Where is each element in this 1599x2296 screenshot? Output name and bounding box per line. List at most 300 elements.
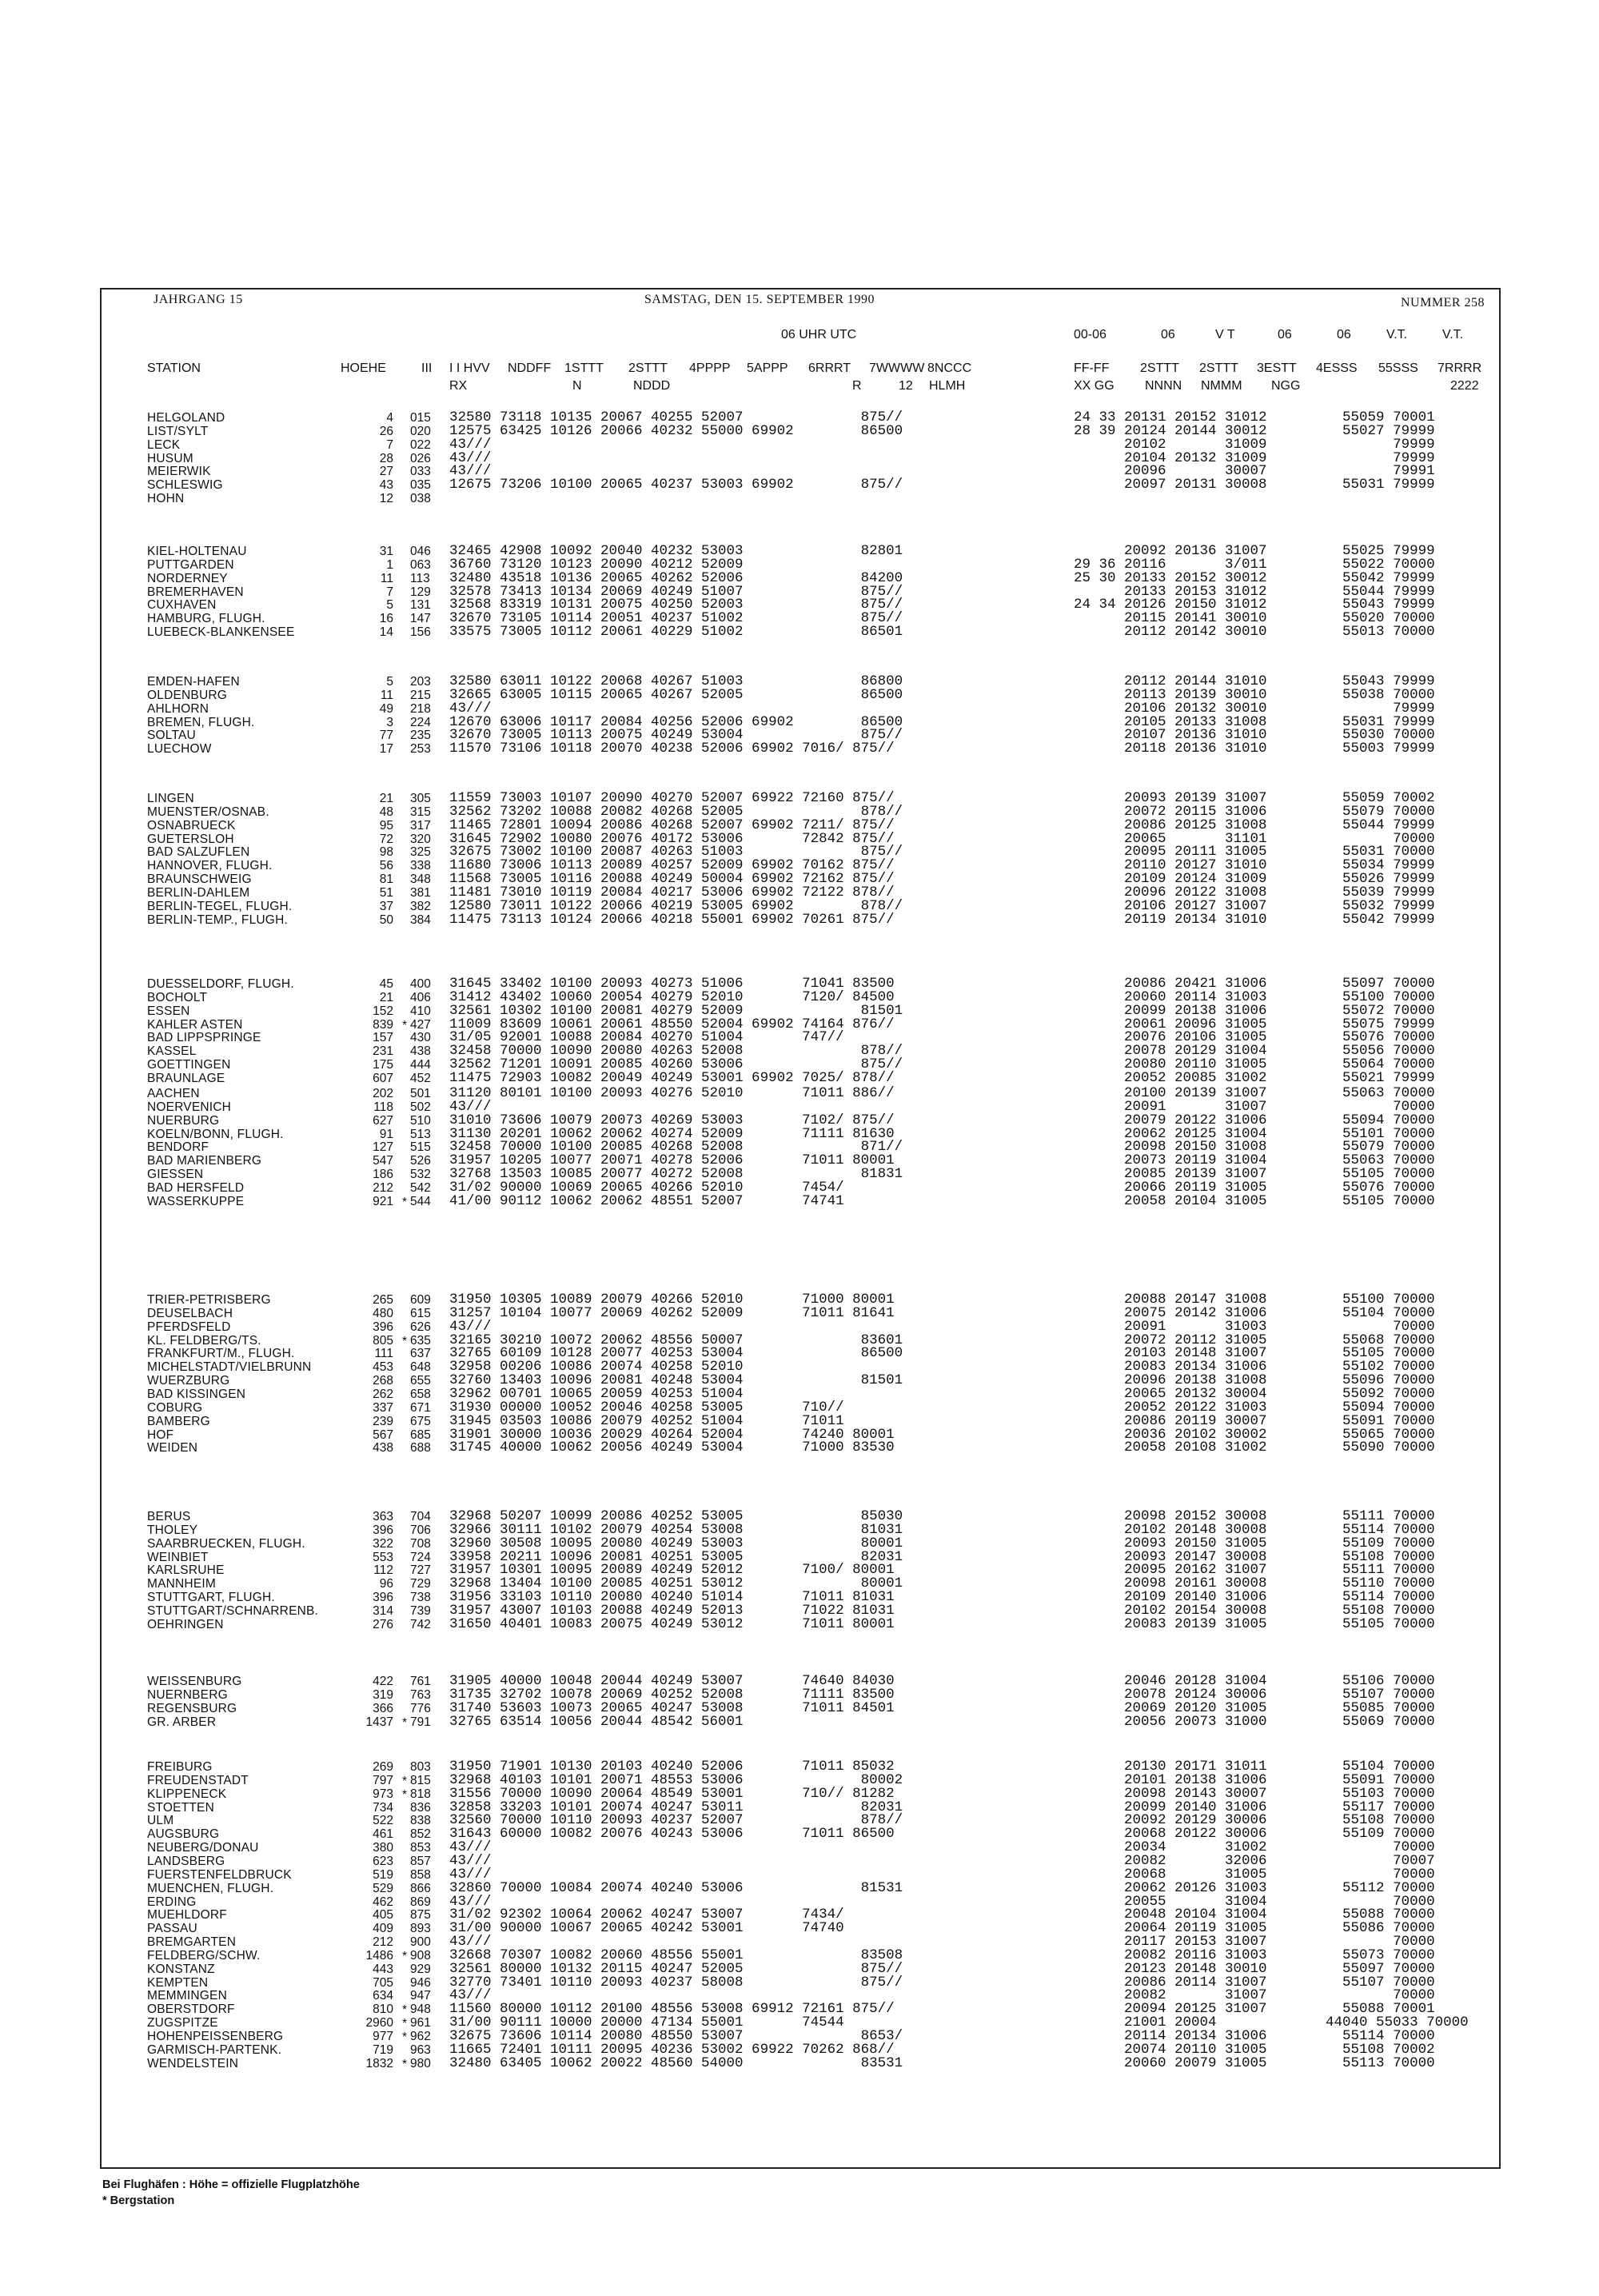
synop-right-groups: 20061 20096 31005 55075 79999 bbox=[1074, 1016, 1435, 1032]
synop-right-groups: 20101 20138 31006 55091 70000 bbox=[1074, 1772, 1435, 1788]
station-name: SCHLESWIG bbox=[147, 478, 223, 492]
station-index: 675 bbox=[410, 1415, 431, 1428]
synop-right-groups: 20062 20125 31004 55101 70000 bbox=[1074, 1126, 1435, 1142]
synop-left-groups: 12575 63425 10126 20066 40232 55000 69902 86500 bbox=[449, 423, 903, 439]
station-index: 648 bbox=[410, 1360, 431, 1374]
synop-left-groups: 32458 70000 10090 20080 40263 52008 878// bbox=[449, 1043, 903, 1059]
station-name: BERLIN-TEGEL, FLUGH. bbox=[147, 900, 293, 913]
station-name: BREMEN, FLUGH. bbox=[147, 716, 255, 729]
synop-left-groups: 33575 73005 10112 20061 40229 51002 86501 bbox=[449, 624, 903, 640]
station-name: WUERZBURG bbox=[147, 1374, 230, 1388]
synop-left-groups: 32580 73118 10135 20067 40255 52007 875// bbox=[449, 409, 903, 425]
station-height: 21 bbox=[379, 792, 393, 805]
station-name: ULM bbox=[147, 1814, 174, 1827]
synop-right-groups: 20086 20114 31007 55107 70000 bbox=[1074, 1975, 1435, 1991]
synop-left-groups: 11481 73010 10119 20084 40217 53006 69902 72122 878// bbox=[449, 884, 895, 900]
station-name: WENDELSTEIN bbox=[147, 2057, 239, 2070]
synop-left-groups: 41/00 90112 10062 20062 48551 52007 74741 bbox=[449, 1193, 844, 1209]
synop-left-groups: 32165 30210 10072 20062 48556 50007 83601 bbox=[449, 1332, 903, 1348]
station-name: KEMPTEN bbox=[147, 1976, 209, 1990]
synop-left-groups: 43/// bbox=[449, 463, 492, 479]
station-name: KARLSRUHE bbox=[147, 1563, 225, 1577]
synop-right-groups: 20119 20134 31010 55042 79999 bbox=[1074, 912, 1435, 928]
synop-left-groups: 11009 83609 10061 20061 48550 52004 69902 74164 876// bbox=[449, 1016, 895, 1032]
synop-right-groups: 20094 20125 31007 55088 70001 bbox=[1074, 2001, 1435, 2017]
synop-right-groups: 20100 20139 31007 55063 70000 bbox=[1074, 1085, 1435, 1101]
station-height: 262 bbox=[373, 1388, 393, 1401]
synop-left-groups: 32670 73105 10114 20051 40237 51002 875// bbox=[449, 610, 903, 626]
station-height: 37 bbox=[379, 900, 393, 913]
synop-right-groups: 20106 20132 30010 79999 bbox=[1074, 701, 1435, 717]
station-name: AACHEN bbox=[147, 1087, 200, 1100]
bergstation-marker: * bbox=[402, 1950, 408, 1963]
station-height: 3 bbox=[386, 716, 393, 729]
station-height: 409 bbox=[373, 1922, 393, 1935]
col-c8: 7WWWW bbox=[869, 361, 925, 375]
station-index: 131 bbox=[410, 598, 431, 612]
synop-right-groups: 20110 20127 31010 55034 79999 bbox=[1074, 857, 1435, 873]
synop-left-groups: 31956 33103 10110 20080 40240 51014 71011 81031 bbox=[449, 1589, 895, 1605]
station-index: 515 bbox=[410, 1140, 431, 1154]
station-index: 338 bbox=[410, 859, 431, 872]
synop-left-groups: 11465 72801 10094 20086 40268 52007 69902 7211/ 875// bbox=[449, 817, 895, 833]
station-index: 655 bbox=[410, 1374, 431, 1388]
station-index: 724 bbox=[410, 1551, 431, 1564]
station-name: STOETTEN bbox=[147, 1801, 214, 1815]
station-name: GOETTINGEN bbox=[147, 1058, 231, 1072]
station-height: 56 bbox=[379, 859, 393, 872]
bergstation-marker: * bbox=[402, 2017, 408, 2030]
station-name: NOERVENICH bbox=[147, 1100, 232, 1114]
station-name: FREIBURG bbox=[147, 1760, 213, 1774]
station-name: MEIERWIK bbox=[147, 465, 211, 478]
synop-left-groups: 31957 43007 10103 20088 40249 52013 71022 81031 bbox=[449, 1603, 895, 1619]
col-c9: 8NCCC bbox=[927, 361, 972, 375]
station-name: HUSUM bbox=[147, 452, 193, 465]
station-index: 452 bbox=[410, 1072, 431, 1085]
station-index: 658 bbox=[410, 1388, 431, 1401]
station-height: 239 bbox=[373, 1415, 393, 1428]
synop-left-groups: 31556 70000 10090 20064 48549 53001 710// 81282 bbox=[449, 1786, 895, 1802]
station-name: STUTTGART, FLUGH. bbox=[147, 1591, 275, 1604]
synop-left-groups: 11570 73106 10118 20070 40238 52006 69902 7016/ 875// bbox=[449, 741, 895, 757]
synop-left-groups: 31643 60000 10082 20076 40243 53006 71011 86500 bbox=[449, 1826, 895, 1842]
col-c1: I I HVV bbox=[449, 361, 490, 375]
station-index: 235 bbox=[410, 729, 431, 742]
station-index: 381 bbox=[410, 886, 431, 900]
synop-left-groups: 31957 10301 10095 20089 40249 52012 7100/ 80001 bbox=[449, 1562, 895, 1578]
synop-right-groups: 20073 20119 31004 55063 70000 bbox=[1074, 1152, 1435, 1168]
station-index: 615 bbox=[410, 1307, 431, 1320]
col-c8b: 12 bbox=[899, 379, 913, 393]
station-index: 688 bbox=[410, 1441, 431, 1455]
station-height: 337 bbox=[373, 1401, 393, 1415]
station-index: 836 bbox=[410, 1801, 431, 1815]
col-c3: 1STTT bbox=[564, 361, 604, 375]
station-name: WEISSENBURG bbox=[147, 1675, 242, 1688]
synop-right-groups: 20096 20122 31008 55039 79999 bbox=[1074, 884, 1435, 900]
synop-left-groups: 12580 73011 10122 20066 40219 53005 69902 878// bbox=[449, 898, 903, 914]
station-index: 015 bbox=[410, 411, 431, 425]
synop-right-groups: 20098 20150 31008 55079 70000 bbox=[1074, 1139, 1435, 1155]
bergstation-marker: * bbox=[402, 1716, 408, 1730]
station-height: 111 bbox=[374, 1347, 393, 1360]
station-height: 157 bbox=[373, 1031, 393, 1044]
station-index: 671 bbox=[410, 1401, 431, 1415]
station-name: GR. ARBER bbox=[147, 1715, 217, 1729]
synop-left-groups: 11568 73005 10116 20088 40249 50004 69902 72162 875// bbox=[449, 871, 895, 887]
synop-right-groups: 20046 20128 31004 55106 70000 bbox=[1074, 1673, 1435, 1689]
synop-left-groups: 11665 72401 10111 20095 40236 53002 69922 70262 868// bbox=[449, 2042, 895, 2058]
synop-left-groups: 43/// bbox=[449, 1867, 492, 1883]
synop-right-groups: 20048 20104 31004 55088 70000 bbox=[1074, 1907, 1435, 1923]
station-height: 973 bbox=[373, 1787, 393, 1801]
station-name: LINGEN bbox=[147, 792, 194, 805]
synop-right-groups: 20078 20124 30006 55107 70000 bbox=[1074, 1687, 1435, 1703]
synop-left-groups: 31/00 90111 10000 20000 47134 55001 74544 bbox=[449, 2014, 844, 2030]
station-name: SAARBRUECKEN, FLUGH. bbox=[147, 1537, 305, 1551]
station-index: 900 bbox=[410, 1935, 431, 1949]
station-index: 761 bbox=[410, 1675, 431, 1688]
synop-left-groups: 31010 73606 10079 20073 40269 53003 7102/ 875// bbox=[449, 1112, 895, 1128]
station-name: REGENSBURG bbox=[147, 1702, 237, 1715]
station-height: 380 bbox=[373, 1841, 393, 1855]
station-index: 609 bbox=[410, 1293, 431, 1307]
synop-left-groups: 31650 40401 10083 20075 40249 53012 71011 80001 bbox=[449, 1616, 895, 1632]
station-name: MEMMINGEN bbox=[147, 1989, 227, 2003]
col-r6a: V.T. bbox=[1386, 328, 1408, 341]
synop-left-groups: 43/// bbox=[449, 1934, 492, 1950]
station-name: NEUBERG/DONAU bbox=[147, 1841, 259, 1855]
uhr-label: 06 UHR UTC bbox=[781, 328, 857, 341]
station-height: 81 bbox=[379, 872, 393, 886]
synop-left-groups: 32968 13404 10100 20085 40251 53012 80001 bbox=[449, 1575, 903, 1591]
station-index: 947 bbox=[410, 1989, 431, 2003]
synop-left-groups: 31905 40000 10048 20044 40249 53007 74640 84030 bbox=[449, 1673, 895, 1689]
col-iii: III bbox=[421, 361, 433, 375]
station-name: CUXHAVEN bbox=[147, 598, 217, 612]
station-name: FRANKFURT/M., FLUGH. bbox=[147, 1347, 295, 1360]
synop-left-groups: 32458 70000 10100 20085 40268 52008 871// bbox=[449, 1139, 903, 1155]
station-name: KONSTANZ bbox=[147, 1963, 215, 1976]
synop-left-groups: 31/05 92001 10088 20084 40270 51004 747// bbox=[449, 1029, 844, 1045]
station-height: 45 bbox=[379, 977, 393, 991]
station-index: 791 bbox=[410, 1715, 431, 1729]
station-name: BERLIN-DAHLEM bbox=[147, 886, 250, 900]
synop-right-groups: 20069 20120 31005 55085 70000 bbox=[1074, 1700, 1435, 1716]
footnote-bergstation: * Bergstation bbox=[102, 2194, 175, 2207]
station-index: 908 bbox=[410, 1949, 431, 1963]
synop-left-groups: 11680 73006 10113 20089 40257 52009 69902 70162 875// bbox=[449, 857, 895, 873]
station-height: 28 bbox=[379, 452, 393, 465]
station-index: 708 bbox=[410, 1537, 431, 1551]
synop-right-groups: 20052 20085 31002 55021 79999 bbox=[1074, 1070, 1435, 1086]
synop-left-groups: 32561 10302 10100 20081 40279 52009 81501 bbox=[449, 1003, 903, 1019]
station-height: 26 bbox=[379, 425, 393, 438]
station-height: 547 bbox=[373, 1154, 393, 1168]
station-name: BREMGARTEN bbox=[147, 1935, 237, 1949]
station-index: 869 bbox=[410, 1895, 431, 1909]
station-index: 315 bbox=[410, 805, 431, 819]
station-name: AUGSBURG bbox=[147, 1827, 220, 1841]
station-index: 382 bbox=[410, 900, 431, 913]
synop-left-groups: 31645 33402 10100 20093 40273 51006 71041 83500 bbox=[449, 976, 895, 992]
station-index: 022 bbox=[410, 438, 431, 452]
station-index: 502 bbox=[410, 1100, 431, 1114]
synop-right-groups: 20099 20138 31006 55072 70000 bbox=[1074, 1003, 1435, 1019]
col-c2: NDDFF bbox=[508, 361, 552, 375]
station-index: 738 bbox=[410, 1591, 431, 1604]
station-index: 815 bbox=[410, 1774, 431, 1787]
synop-right-groups: 20064 20119 31005 55086 70000 bbox=[1074, 1920, 1435, 1936]
station-name: BENDORF bbox=[147, 1140, 209, 1154]
synop-right-groups: 20104 20132 31009 79999 bbox=[1074, 450, 1435, 466]
synop-left-groups: 11559 73003 10107 20090 40270 52007 69922 72160 875// bbox=[449, 790, 895, 806]
station-name: HOHENPEISSENBERG bbox=[147, 2030, 284, 2043]
synop-right-groups: 20060 20079 31005 55113 70000 bbox=[1074, 2055, 1435, 2071]
synop-left-groups: 12670 63006 10117 20084 40256 52006 69902 86500 bbox=[449, 714, 903, 730]
synop-right-groups: 20072 20115 31006 55079 70000 bbox=[1074, 804, 1435, 820]
synop-right-groups: 20080 20110 31005 55064 70000 bbox=[1074, 1056, 1435, 1072]
col-r3a: V T bbox=[1215, 328, 1235, 341]
station-height: 43 bbox=[379, 478, 393, 492]
date-label: SAMSTAG, DEN 15. SEPTEMBER 1990 bbox=[644, 293, 875, 306]
col-hoehe: HOEHE bbox=[341, 361, 386, 375]
synop-right-groups: 20083 20134 31006 55102 70000 bbox=[1074, 1359, 1435, 1375]
station-index: 305 bbox=[410, 792, 431, 805]
synop-right-groups: 20130 20171 31011 55104 70000 bbox=[1074, 1759, 1435, 1775]
station-index: 033 bbox=[410, 465, 431, 478]
synop-right-groups: 20085 20139 31007 55105 70000 bbox=[1074, 1166, 1435, 1182]
synop-right-groups: 24 34 20126 20150 31012 55043 79999 bbox=[1074, 597, 1435, 613]
synop-right-groups: 20058 20104 31005 55105 70000 bbox=[1074, 1193, 1435, 1209]
synop-left-groups: 32665 63005 10115 20065 40267 52005 86500 bbox=[449, 687, 903, 703]
synop-right-groups: 20117 20153 31007 70000 bbox=[1074, 1934, 1435, 1950]
synop-left-groups: 31740 53603 10073 20065 40247 53008 71011 84501 bbox=[449, 1700, 895, 1716]
station-name: HOHN bbox=[147, 492, 185, 505]
synop-right-groups: 20098 20161 30008 55110 70000 bbox=[1074, 1575, 1435, 1591]
station-height: 202 bbox=[373, 1087, 393, 1100]
station-height: 127 bbox=[373, 1140, 393, 1154]
synop-right-groups: 20082 20116 31003 55073 70000 bbox=[1074, 1947, 1435, 1963]
synop-left-groups: 31957 10205 10077 20071 40278 52006 71011 80001 bbox=[449, 1152, 895, 1168]
synop-left-groups: 43/// bbox=[449, 701, 492, 717]
station-height: 72 bbox=[379, 833, 393, 846]
station-name: BERUS bbox=[147, 1510, 191, 1523]
synop-left-groups: 43/// bbox=[449, 1894, 492, 1910]
synop-right-groups: 20095 20111 31005 55031 70000 bbox=[1074, 844, 1435, 860]
station-height: 12 bbox=[379, 492, 393, 505]
station-index: 046 bbox=[410, 545, 431, 558]
synop-right-groups: 25 30 20133 20152 30012 55042 79999 bbox=[1074, 570, 1435, 586]
station-index: 852 bbox=[410, 1827, 431, 1841]
synop-right-groups: 20034 31002 70000 bbox=[1074, 1839, 1435, 1855]
synop-right-groups: 29 36 20116 3/011 55022 70000 bbox=[1074, 557, 1435, 573]
station-name: BOCHOLT bbox=[147, 991, 208, 1004]
synop-left-groups: 32760 13403 10096 20081 40248 53004 81501 bbox=[449, 1372, 903, 1388]
col-r7a: V.T. bbox=[1442, 328, 1464, 341]
synop-left-groups: 32960 30508 10095 20080 40249 53003 80001 bbox=[449, 1535, 903, 1551]
station-index: 637 bbox=[410, 1347, 431, 1360]
synop-right-groups: 20056 20073 31000 55069 70000 bbox=[1074, 1714, 1435, 1730]
station-index: 218 bbox=[410, 702, 431, 716]
synop-right-groups: 20115 20141 30010 55020 70000 bbox=[1074, 610, 1435, 626]
bergstation-marker: * bbox=[402, 1775, 408, 1788]
station-height: 319 bbox=[373, 1688, 393, 1702]
station-height: 805 bbox=[373, 1334, 393, 1348]
col-r2b: 2STTT bbox=[1140, 361, 1179, 375]
synop-left-groups: 32968 50207 10099 20086 40252 53005 85030 bbox=[449, 1508, 903, 1524]
station-index: 838 bbox=[410, 1814, 431, 1827]
col-r7c: 2222 bbox=[1450, 379, 1479, 393]
station-name: KAHLER ASTEN bbox=[147, 1018, 243, 1032]
station-index: 215 bbox=[410, 689, 431, 702]
station-name: SOLTAU bbox=[147, 729, 196, 742]
synop-right-groups: 20103 20148 31007 55105 70000 bbox=[1074, 1345, 1435, 1361]
station-height: 461 bbox=[373, 1827, 393, 1841]
station-name: EMDEN-HAFEN bbox=[147, 675, 240, 689]
station-index: 430 bbox=[410, 1031, 431, 1044]
station-height: 363 bbox=[373, 1510, 393, 1523]
station-name: LANDSBERG bbox=[147, 1855, 225, 1868]
col-c9b: HLMH bbox=[929, 379, 966, 393]
col-c4b: NDDD bbox=[633, 379, 671, 393]
station-name: BAD KISSINGEN bbox=[147, 1388, 246, 1401]
station-name: NUERBURG bbox=[147, 1114, 220, 1128]
col-r1b: FF-FF bbox=[1074, 361, 1110, 375]
station-name: FUERSTENFELDBRUCK bbox=[147, 1868, 292, 1882]
station-height: 276 bbox=[373, 1618, 393, 1631]
station-height: 529 bbox=[373, 1882, 393, 1895]
station-height: 797 bbox=[373, 1774, 393, 1787]
synop-right-groups: 20082 32006 70007 bbox=[1074, 1853, 1435, 1869]
station-height: 48 bbox=[379, 805, 393, 819]
synop-right-groups: 20109 20140 31006 55114 70000 bbox=[1074, 1589, 1435, 1605]
synop-right-groups: 20105 20133 31008 55031 79999 bbox=[1074, 714, 1435, 730]
station-index: 325 bbox=[410, 845, 431, 859]
synop-left-groups: 32765 63514 10056 20044 48542 56001 bbox=[449, 1714, 744, 1730]
station-height: 212 bbox=[373, 1935, 393, 1949]
station-index: 400 bbox=[410, 977, 431, 991]
station-name: KLIPPENECK bbox=[147, 1787, 227, 1801]
station-name: FREUDENSTADT bbox=[147, 1774, 249, 1787]
station-name: KIEL-HOLTENAU bbox=[147, 545, 247, 558]
station-name: GUETERSLOH bbox=[147, 833, 234, 846]
synop-right-groups: 20083 20139 31005 55105 70000 bbox=[1074, 1616, 1435, 1632]
station-height: 567 bbox=[373, 1428, 393, 1442]
station-name: ZUGSPITZE bbox=[147, 2016, 218, 2030]
synop-right-groups: 28 39 20124 20144 30012 55027 79999 bbox=[1074, 423, 1435, 439]
station-name: KL. FELDBERG/TS. bbox=[147, 1334, 261, 1348]
synop-right-groups: 20102 20148 30008 55114 70000 bbox=[1074, 1522, 1435, 1538]
synop-left-groups: 31950 71901 10130 20103 40240 52006 71011 85032 bbox=[449, 1759, 895, 1775]
bergstation-marker: * bbox=[402, 1335, 408, 1348]
bergstation-marker: * bbox=[402, 2003, 408, 2017]
footnote-flughafen: Bei Flughäfen : Höhe = offizielle Flugplatzhöhe bbox=[102, 2178, 360, 2191]
synop-left-groups: 32765 60109 10128 20077 40253 53004 86500 bbox=[449, 1345, 903, 1361]
station-name: MICHELSTADT/VIELBRUNN bbox=[147, 1360, 312, 1374]
col-r4a: 06 bbox=[1278, 328, 1292, 341]
station-height: 522 bbox=[373, 1814, 393, 1827]
station-height: 1486 bbox=[365, 1949, 393, 1963]
col-r7b: 7RRRR bbox=[1438, 361, 1482, 375]
station-index: 866 bbox=[410, 1882, 431, 1895]
station-height: 4 bbox=[386, 411, 393, 425]
synop-right-groups: 20068 20122 30006 55109 70000 bbox=[1074, 1826, 1435, 1842]
station-height: 49 bbox=[379, 702, 393, 716]
synop-left-groups: 33958 20211 10096 20081 40251 53005 82031 bbox=[449, 1549, 903, 1565]
station-name: BRAUNLAGE bbox=[147, 1072, 225, 1085]
station-height: 11 bbox=[380, 689, 393, 702]
col-c7b: R bbox=[852, 379, 862, 393]
synop-left-groups: 11560 80000 10112 20100 48556 53008 69912 72161 875// bbox=[449, 2001, 895, 2017]
synop-left-groups: 31945 03503 10086 20079 40252 51004 71011 bbox=[449, 1413, 844, 1429]
col-r3b: 2STTT bbox=[1199, 361, 1238, 375]
synop-left-groups: 32668 70307 10082 20060 48556 55001 83508 bbox=[449, 1947, 903, 1963]
synop-right-groups: 20092 20136 31007 55025 79999 bbox=[1074, 543, 1435, 559]
synop-left-groups: 32568 83319 10131 20075 40250 52003 875// bbox=[449, 597, 903, 613]
synop-left-groups: 32480 63405 10062 20022 48560 54000 83531 bbox=[449, 2055, 903, 2071]
station-name: WEIDEN bbox=[147, 1441, 198, 1455]
synop-right-groups: 20112 20144 31010 55043 79999 bbox=[1074, 673, 1435, 689]
synop-left-groups: 32562 73202 10088 20082 40268 52005 878// bbox=[449, 804, 903, 820]
station-height: 462 bbox=[373, 1895, 393, 1909]
synop-right-groups: 20078 20129 31004 55056 70000 bbox=[1074, 1043, 1435, 1059]
station-height: 734 bbox=[373, 1801, 393, 1815]
station-name: MUENCHEN, FLUGH. bbox=[147, 1882, 274, 1895]
synop-left-groups: 32480 43518 10136 20065 40262 52006 84200 bbox=[449, 570, 903, 586]
synop-left-groups: 31950 10305 10089 20079 40266 52010 71000 80001 bbox=[449, 1292, 895, 1308]
synop-right-groups: 20114 20134 31006 55114 70000 bbox=[1074, 2028, 1435, 2044]
station-height: 21 bbox=[379, 991, 393, 1004]
station-index: 427 bbox=[410, 1018, 431, 1032]
synop-left-groups: 31745 40000 10062 20056 40249 53004 71000 83530 bbox=[449, 1439, 895, 1455]
station-height: 1437 bbox=[365, 1715, 393, 1729]
station-name: BREMERHAVEN bbox=[147, 585, 244, 599]
station-index: 035 bbox=[410, 478, 431, 492]
synop-right-groups: 20109 20124 31009 55026 79999 bbox=[1074, 871, 1435, 887]
station-name: KASSEL bbox=[147, 1044, 197, 1058]
station-height: 1832 bbox=[365, 2057, 393, 2070]
station-name: COBURG bbox=[147, 1401, 203, 1415]
station-index: 384 bbox=[410, 913, 431, 927]
synop-right-groups: 20082 31007 70000 bbox=[1074, 1987, 1435, 2003]
synop-right-groups: 20102 20154 30008 55108 70000 bbox=[1074, 1603, 1435, 1619]
col-r4c: NGG bbox=[1271, 379, 1301, 393]
col-station: STATION bbox=[147, 361, 201, 375]
station-index: 129 bbox=[410, 585, 431, 599]
synop-left-groups: 31/02 90000 10069 20065 40266 52010 7454/ bbox=[449, 1180, 844, 1196]
synop-left-groups: 31645 72902 10080 20076 40172 53006 72842 875// bbox=[449, 831, 895, 847]
synop-right-groups: 20086 20119 30007 55091 70000 bbox=[1074, 1413, 1435, 1429]
station-name: ESSEN bbox=[147, 1004, 190, 1018]
station-height: 31 bbox=[379, 545, 393, 558]
synop-right-groups: 20068 31005 70000 bbox=[1074, 1867, 1435, 1883]
station-name: BAD MARIENBERG bbox=[147, 1154, 262, 1168]
synop-right-groups: 24 33 20131 20152 31012 55059 70001 bbox=[1074, 409, 1435, 425]
station-index: 501 bbox=[410, 1087, 431, 1100]
synop-right-groups: 20093 20139 31007 55059 70002 bbox=[1074, 790, 1435, 806]
station-index: 113 bbox=[410, 572, 430, 585]
col-r2c: NNNN bbox=[1145, 379, 1182, 393]
station-index: 818 bbox=[410, 1787, 431, 1801]
station-name: THOLEY bbox=[147, 1523, 198, 1537]
synop-left-groups: 31901 30000 10036 20029 40264 52004 74240 80001 bbox=[449, 1427, 895, 1443]
station-name: GIESSEN bbox=[147, 1168, 204, 1181]
synop-right-groups: 20072 20112 31005 55068 70000 bbox=[1074, 1332, 1435, 1348]
station-height: 634 bbox=[373, 1989, 393, 2003]
station-index: 320 bbox=[410, 833, 431, 846]
